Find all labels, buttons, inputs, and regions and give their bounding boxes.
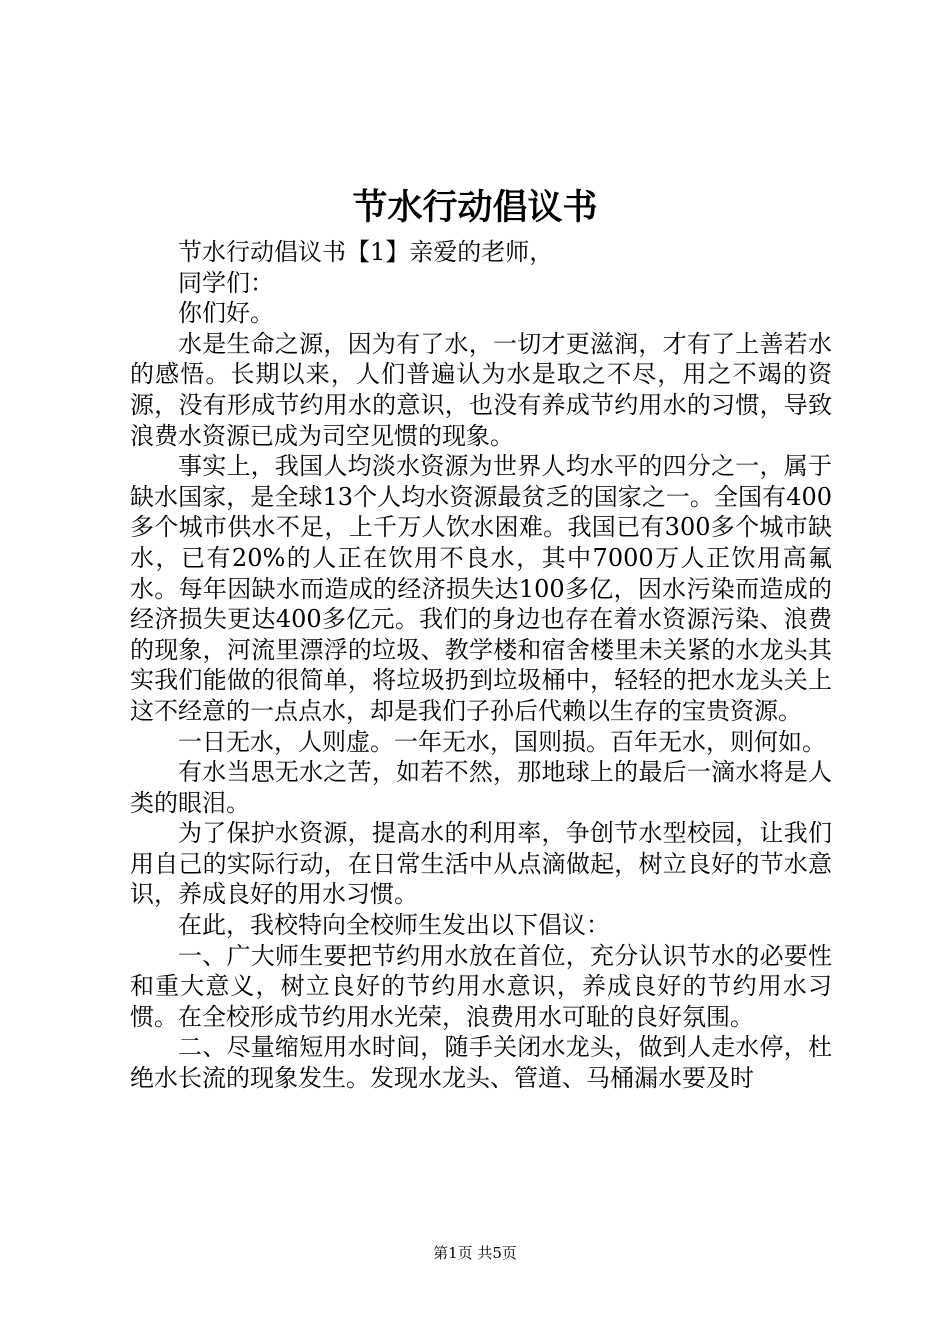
page-footer: 第1页 共5页	[433, 1244, 517, 1262]
body-paragraph: 水是生命之源，因为有了水，一切才更滋润，才有了上善若水的感悟。长期以来，人们普遍认为水是取之不尽，用之不竭的资源，没有形成节约用水的意识，也没有养成节约用水的习惯，导致浪费水资源已成为司空见惯的现象。	[130, 329, 832, 450]
body-paragraph: 在此，我校特向全校师生发出以下倡议：	[178, 911, 610, 940]
body-paragraph: 一日无水，人则虚。一年无水，国则损。百年无水，则何如。	[178, 727, 826, 756]
greeting-line: 你们好。	[178, 299, 274, 328]
body-paragraph: 为了保护水资源，提高水的利用率，争创节水型校园，让我们用自己的实际行动，在日常生活中从点滴做起，树立良好的节水意识，养成良好的用水习惯。	[130, 819, 832, 909]
body-paragraph: 事实上，我国人均淡水资源为世界人均水平的四分之一，属于缺水国家，是全球13个人均水资源最贫乏的国家之一。全国有400多个城市供水不足，上千万人饮水困难。我国已有300多个城市缺水，已有20%的人正在饮用不良水，其中7000万人正饮用高氟水。每年因缺水而造成的经济损失达100多亿，因水污染而造成的经济损失更达400多亿元。我们的身边也存在着水资源污染、浪费的现象，河流里漂浮的垃圾、教学楼和宿舍楼里未关紧的水龙头其实我们能做的很简单，将垃圾扔到垃圾桶中，轻轻的把水龙头关上这不经意的一点点水，却是我们子孙后代赖以生存的宝贵资源。	[130, 452, 832, 725]
proposal-item: 一、广大师生要把节约用水放在首位，充分认识节水的必要性和重大意义，树立良好的节约用水意识，养成良好的节约用水习惯。在全校形成节约用水光荣，浪费用水可耻的良好氛围。	[130, 941, 832, 1031]
body-paragraph: 有水当思无水之苦，如若不然，那地球上的最后一滴水将是人类的眼泪。	[130, 758, 832, 817]
salutation-line: 节水行动倡议书【1】亲爱的老师，	[178, 238, 554, 266]
document-title: 节水行动倡议书	[352, 187, 598, 228]
document-body	[130, 237, 832, 1094]
proposal-item: 二、尽量缩短用水时间，随手关闭水龙头，做到人走水停，杜绝水长流的现象发生。发现水龙头、管道、马桶漏水要及时	[130, 1033, 832, 1093]
salutation-line: 同学们：	[178, 268, 274, 297]
